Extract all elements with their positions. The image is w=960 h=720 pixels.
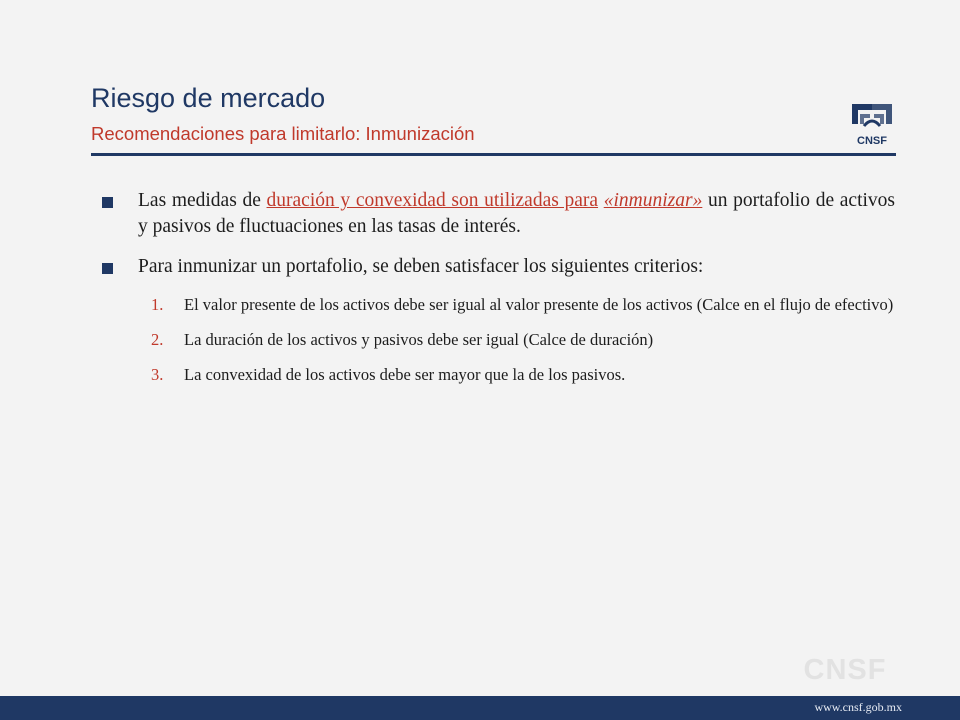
criteria-text: La duración de los activos y pasivos debe ser igual (Calce de duración)	[184, 330, 654, 349]
criteria-number: 3.	[151, 365, 164, 384]
bullet-item	[100, 254, 895, 385]
logo-text: CNSF	[857, 135, 887, 146]
bullet-text: Para inmunizar un portafolio, se deben satisfacer los siguientes criterios:	[138, 256, 704, 277]
slide-subtitle: Recomendaciones para limitarlo: Inmunización	[91, 123, 475, 144]
cnsf-watermark	[788, 652, 903, 684]
criteria-item	[100, 364, 895, 385]
footer-url-link[interactable]: www.cnsf.gob.mx	[814, 700, 902, 714]
footer-bar	[0, 696, 960, 720]
square-bullet-icon	[102, 197, 113, 208]
criteria-list	[100, 294, 895, 385]
criteria-text: La convexidad de los activos debe ser mayor que la de los pasivos.	[184, 365, 626, 384]
bullet-item	[100, 188, 895, 240]
cnsf-logo-icon	[846, 100, 898, 146]
square-bullet-icon	[102, 263, 113, 274]
criteria-text: El valor presente de los activos debe ser igual al valor presente de los activos (Calce en el flujo de efectivo)	[184, 295, 894, 314]
watermark-text: CNSF	[803, 654, 887, 684]
duration-convexity-link[interactable]: duración y convexidad son utilizadas para	[266, 190, 599, 211]
slide-title: Riesgo de mercado	[91, 83, 326, 113]
bullet-text: un portafolio de activos y pasivos de fluctuaciones en las tasas de interés.	[138, 190, 895, 237]
inmunizar-link[interactable]: «inmunizar»	[603, 190, 703, 211]
slide-content	[100, 188, 895, 399]
criteria-number: 2.	[151, 330, 164, 349]
criteria-number: 1.	[151, 295, 164, 314]
title-divider	[91, 153, 896, 156]
criteria-item	[100, 294, 895, 315]
bullet-text: Las medidas de	[138, 190, 267, 211]
criteria-item	[100, 329, 895, 350]
